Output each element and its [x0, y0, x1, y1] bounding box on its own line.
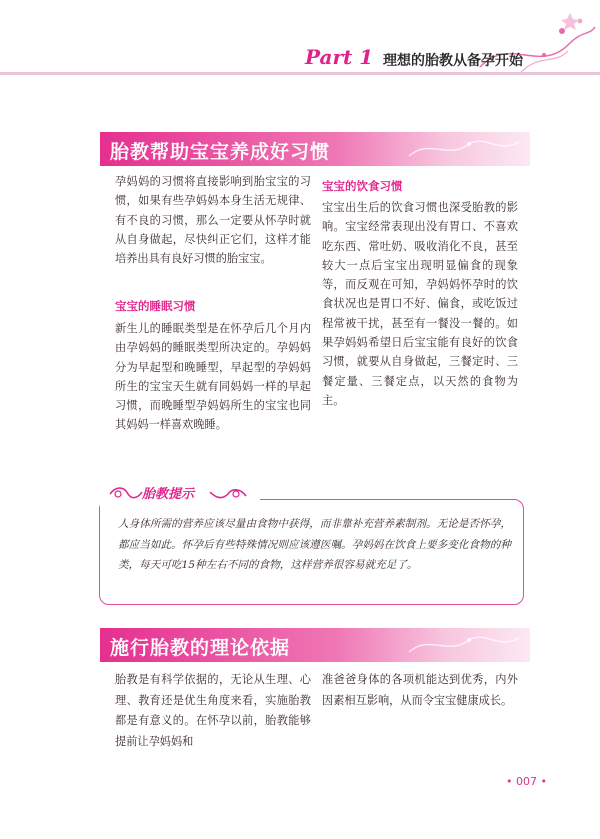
tip-header — [100, 480, 260, 508]
page-number: • 007 • — [506, 775, 547, 788]
section-banner — [100, 628, 530, 662]
swirl-ornament-icon — [404, 136, 524, 162]
part-label: Part 1 — [305, 45, 374, 69]
right-scroll-icon — [208, 484, 248, 504]
theory-paragraph-left: 胎教是有科学依据的，无论从生理、心理、教育还是优生角度来看，实施胎教都是有意义的。在怀孕以前，胎教能够提前让孕妈妈和 — [115, 673, 311, 748]
header-divider — [0, 72, 600, 75]
section-banner — [100, 132, 530, 166]
sleep-heading: 宝宝的睡眠习惯 — [115, 299, 196, 313]
tip-title: 胎教提示 — [142, 487, 195, 502]
section-title: 胎教帮助宝宝养成好习惯 — [110, 141, 331, 163]
theory-paragraph-right: 准爸爸身体的各项机能达到优秀，内外因素相互影响，从而令宝宝健康成长。 — [322, 673, 518, 707]
part-title: 理想的胎教从备孕开始 — [383, 53, 523, 69]
intro-paragraph: 孕妈妈的习惯将直接影响到胎宝宝的习惯，如果有些孕妈妈本身生活无规律、有不良的习惯，那么一定要从怀孕时就从自身做起，尽快纠正它们，这样才能培养出具有良好习惯的胎宝宝。 — [115, 175, 311, 266]
diet-paragraph: 宝宝出生后的饮食习惯也深受胎教的影响。宝宝经常表现出没有胃口、不喜欢吃东西、常吐奶、吸收消化不良，甚至较大一点后宝宝出现明显偏食的现象等，而反观在可知，孕妈妈怀孕时的饮食状况也是胃口不好、偏食，或吃饭过程常被干扰，甚至有一餐没一餐的。如果孕妈妈希望日后宝宝能有良好的饮食习惯，就要从自身做起，三餐定时、三餐定量、三餐定点，以天然的食物为主。 — [322, 201, 518, 407]
section-title: 施行胎教的理论依据 — [110, 637, 291, 659]
tip-text: 人身体所需的营养应该尽量由食物中获得，而非靠补充营养素制剂。无论是否怀孕，都应当如此。怀孕后有些特殊情况则应该遵医嘱。孕妈妈在饮食上要多变化食物的种类，每天可吃15种左右不同的食物，这样营养很容易就充足了。 — [118, 518, 511, 571]
left-scroll-icon — [108, 484, 144, 504]
diet-heading: 宝宝的饮食习惯 — [322, 179, 403, 193]
page-header — [0, 0, 600, 95]
swirl-ornament-icon — [404, 632, 524, 658]
sleep-paragraph: 新生儿的睡眠类型是在怀孕后几个月内由孕妈妈的睡眠类型所决定的。孕妈妈分为早起型和晚睡型，早起型的孕妈妈所生的宝宝天生就有同妈妈一样的早起习惯，而晚睡型孕妈妈所生的宝宝也同其妈妈一样喜欢晚睡。 — [115, 322, 311, 432]
